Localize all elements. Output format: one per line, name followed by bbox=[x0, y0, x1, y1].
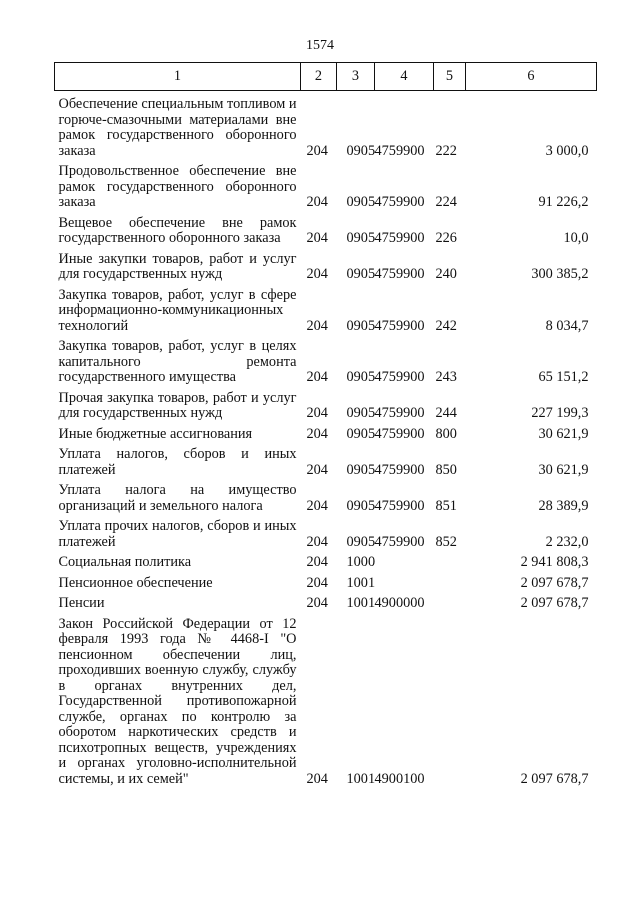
budget-table bbox=[54, 62, 597, 792]
row-ministry-code: 204 bbox=[306, 595, 328, 611]
row-section-code: 1000 bbox=[346, 554, 376, 570]
header-col-6: 6 bbox=[466, 63, 597, 91]
row-target-article bbox=[375, 555, 434, 576]
row-ministry-code: 204 bbox=[306, 317, 328, 334]
row-amount: 2 097 678,7 bbox=[520, 574, 589, 591]
row-name: Социальная политика bbox=[58, 554, 192, 570]
row-target-article: 4759900 bbox=[374, 142, 425, 159]
row-ministry-code: 204 bbox=[306, 194, 328, 210]
row-target-article: 4759900 bbox=[374, 266, 425, 282]
row-ministry-code: 204 bbox=[306, 266, 328, 282]
row-ministry-code: 204 bbox=[306, 425, 328, 442]
row-section-code: 0905 bbox=[346, 533, 376, 550]
page-number: 1574 bbox=[306, 38, 334, 53]
row-section-code: 0905 bbox=[346, 194, 376, 210]
row-amount: 28 389,9 bbox=[538, 497, 589, 514]
row-ministry-code: 204 bbox=[306, 230, 328, 246]
header-col-4: 4 bbox=[375, 63, 434, 91]
row-amount: 300 385,2 bbox=[531, 266, 589, 282]
header-row bbox=[55, 63, 597, 91]
row-name: Прочая закупка товаров, работ и услуг для государственных нужд bbox=[58, 389, 297, 421]
header-col-1: 1 bbox=[55, 63, 301, 91]
row-target-article: 4759900 bbox=[374, 461, 425, 478]
row-amount: 30 621,9 bbox=[538, 425, 589, 442]
row-target-article: 4759900 bbox=[374, 425, 425, 442]
row-target-article: 4759900 bbox=[374, 230, 425, 246]
row-target-article: 4759900 bbox=[374, 497, 425, 514]
row-name: Обеспечение специальным топливом и горюче-смазочными материалами вне рамок государственного оборонного заказа bbox=[58, 96, 297, 159]
row-section-code: 0905 bbox=[346, 230, 376, 246]
row-section-code: 0905 bbox=[346, 317, 376, 334]
row-amount: 3 000,0 bbox=[545, 142, 589, 159]
row-target-article: 4759900 bbox=[374, 369, 425, 385]
row-amount: 2 097 678,7 bbox=[520, 595, 589, 611]
table-row bbox=[55, 216, 597, 252]
row-expense-type: 800 bbox=[435, 425, 457, 442]
row-expense-type: 242 bbox=[435, 317, 457, 334]
row-section-code: 0905 bbox=[346, 461, 376, 478]
row-amount: 227 199,3 bbox=[531, 405, 589, 421]
row-amount: 91 226,2 bbox=[538, 194, 589, 210]
header-col-3: 3 bbox=[337, 63, 375, 91]
table-row bbox=[55, 91, 597, 165]
row-section-code: 1001 bbox=[346, 574, 376, 591]
row-name: Уплата налога на имущество организаций и земельного налога bbox=[58, 482, 297, 514]
table-row bbox=[55, 288, 597, 340]
row-amount: 2 941 808,3 bbox=[520, 554, 589, 570]
row-expense-type bbox=[434, 596, 466, 617]
row-target-article: 4759900 bbox=[374, 405, 425, 421]
row-expense-type: 224 bbox=[435, 194, 457, 210]
table-row bbox=[55, 339, 597, 391]
row-expense-type: 222 bbox=[435, 142, 457, 159]
row-amount: 10,0 bbox=[563, 230, 589, 246]
row-name: Продовольственное обеспечение вне рамок государственного оборонного заказа bbox=[58, 163, 297, 210]
row-name: Уплата налогов, сборов и иных платежей bbox=[58, 446, 297, 478]
row-ministry-code: 204 bbox=[306, 574, 328, 591]
header-col-5: 5 bbox=[434, 63, 466, 91]
row-target-article: 4759900 bbox=[374, 194, 425, 210]
row-target-article bbox=[375, 576, 434, 597]
row-expense-type: 850 bbox=[435, 461, 457, 478]
row-ministry-code: 204 bbox=[306, 554, 328, 570]
row-section-code: 1001 bbox=[346, 770, 376, 787]
table-row bbox=[55, 164, 597, 216]
row-section-code: 0905 bbox=[346, 405, 376, 421]
row-section-code: 0905 bbox=[346, 369, 376, 385]
row-name: Пенсии bbox=[58, 595, 105, 611]
row-name: Уплата прочих налогов, сборов и иных платежей bbox=[58, 518, 297, 550]
table-row bbox=[55, 596, 597, 617]
table-row bbox=[55, 391, 597, 427]
row-expense-type: 851 bbox=[435, 497, 457, 514]
row-ministry-code: 204 bbox=[306, 770, 328, 787]
row-name: Закон Российской Федерации от 12 февраля 1993 года № 4468-I "О пенсионном обеспечении лиц, проходивших военную службу, службу в органах внутренних дел, Государственной противопожарной службе, органах по контролю за оборотом наркотических средств и психотропных веществ, учреждениях и органах уголовно-исполнительной системы, и их семей" bbox=[58, 615, 297, 787]
row-amount: 2 232,0 bbox=[545, 533, 589, 550]
row-target-article: 4759900 bbox=[374, 533, 425, 550]
row-expense-type: 243 bbox=[435, 369, 457, 385]
row-ministry-code: 204 bbox=[306, 142, 328, 159]
row-target-article: 4900100 bbox=[374, 770, 425, 787]
row-name: Иные бюджетные ассигнования bbox=[58, 425, 253, 442]
table-row bbox=[55, 617, 597, 793]
table-row bbox=[55, 555, 597, 576]
row-section-code: 0905 bbox=[346, 425, 376, 442]
row-name: Пенсионное обеспечение bbox=[58, 574, 213, 591]
row-expense-type bbox=[434, 576, 466, 597]
row-name: Иные закупки товаров, работ и услуг для государственных нужд bbox=[58, 250, 297, 282]
row-ministry-code: 204 bbox=[306, 533, 328, 550]
table-row bbox=[55, 252, 597, 288]
row-section-code: 1001 bbox=[346, 595, 376, 611]
row-section-code: 0905 bbox=[346, 142, 376, 159]
row-section-code: 0905 bbox=[346, 266, 376, 282]
row-expense-type bbox=[434, 555, 466, 576]
row-amount: 8 034,7 bbox=[545, 317, 589, 334]
table-row bbox=[55, 519, 597, 555]
row-expense-type bbox=[434, 617, 466, 793]
row-expense-type: 226 bbox=[435, 230, 457, 246]
table-row bbox=[55, 427, 597, 448]
row-expense-type: 244 bbox=[435, 405, 457, 421]
row-name: Закупка товаров, работ, услуг в сфере информационно-коммуникационных технологий bbox=[58, 286, 297, 334]
row-ministry-code: 204 bbox=[306, 461, 328, 478]
row-expense-type: 852 bbox=[435, 533, 457, 550]
row-amount: 65 151,2 bbox=[538, 369, 589, 385]
table-row bbox=[55, 447, 597, 483]
row-section-code: 0905 bbox=[346, 497, 376, 514]
row-ministry-code: 204 bbox=[306, 497, 328, 514]
row-amount: 30 621,9 bbox=[538, 461, 589, 478]
row-ministry-code: 204 bbox=[306, 369, 328, 385]
row-expense-type: 240 bbox=[435, 266, 457, 282]
table-row bbox=[55, 576, 597, 597]
header-col-2: 2 bbox=[301, 63, 337, 91]
row-ministry-code: 204 bbox=[306, 405, 328, 421]
row-name: Закупка товаров, работ, услуг в целях капитального ремонта государственного имущества bbox=[58, 338, 297, 385]
table-row bbox=[55, 483, 597, 519]
row-amount: 2 097 678,7 bbox=[520, 770, 589, 787]
row-target-article: 4759900 bbox=[374, 317, 425, 334]
row-target-article: 4900000 bbox=[374, 595, 425, 611]
row-name: Вещевое обеспечение вне рамок государственного оборонного заказа bbox=[58, 214, 297, 246]
